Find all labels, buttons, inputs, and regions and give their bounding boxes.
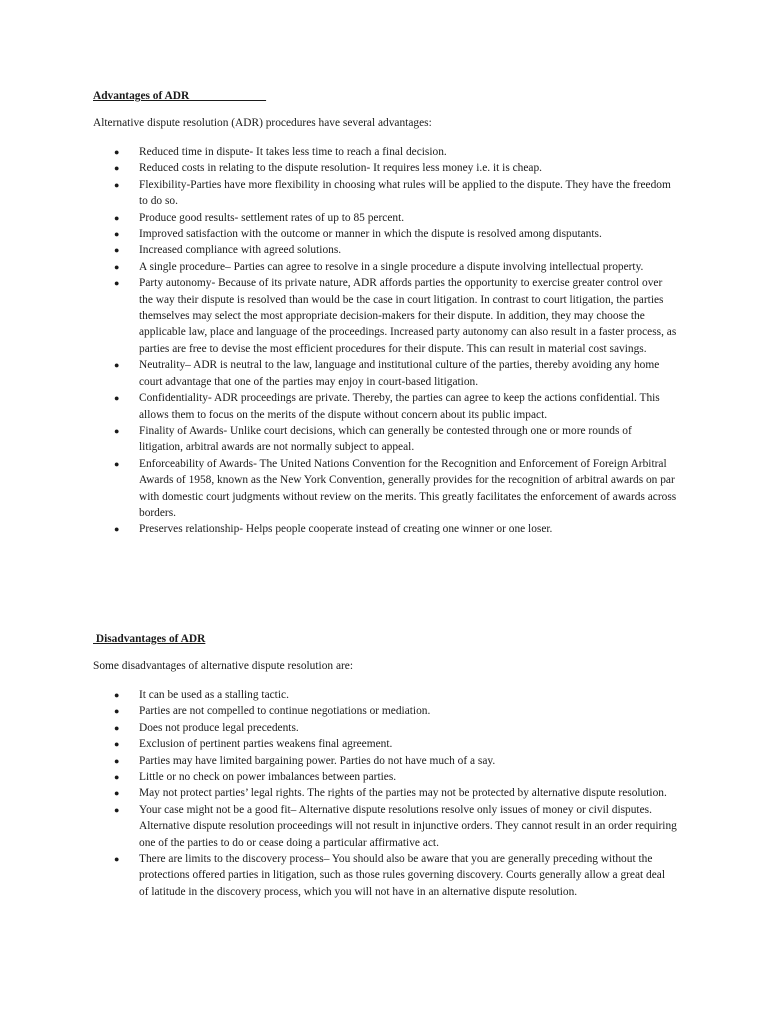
bullet-icon: ● [114,788,120,799]
bullet-icon: ● [114,245,120,256]
list-item [93,769,677,785]
list-item [93,802,677,851]
list-item [93,275,677,357]
list-item [93,160,677,176]
bullet-icon: ● [114,854,120,865]
list-item [93,144,677,160]
list-item-text: Confidentiality- ADR proceedings are private. Thereby, the parties can agree to keep the actions confidential. This allows them to focus on the merits of the dispute without concern about its public impact. [139,392,660,421]
list-item [93,753,677,769]
list-item [93,720,677,736]
disadvantages-intro: Some disadvantages of alternative dispute resolution are: [93,660,354,672]
bullet-icon: ● [114,229,120,240]
list-item [93,851,677,900]
list-item [93,259,677,275]
list-item [93,703,677,719]
list-item [93,736,677,752]
bullet-icon: ● [114,804,120,815]
bullet-icon: ● [114,360,120,371]
list-item-text: It can be used as a stalling tactic. [139,689,289,701]
bullet-icon: ● [114,212,120,223]
list-item-text: Preserves relationship- Helps people cooperate instead of creating one winner or one loser. [139,523,553,536]
bullet-icon: ● [114,706,120,717]
list-item-text: Neutrality– ADR is neutral to the law, language and institutional culture of the parties, thereby avoiding any home court advantage that one of the parties may enjoy in court-based litigation. [139,359,660,388]
bullet-icon: ● [114,739,120,750]
list-item-text: Party autonomy- Because of its private nature, ADR affords parties the opportunity to exercise greater control over the way their dispute is resolved than would be the case in court litigation. In contrast to court litigation, the parties themselves may select the most appropriate decision-makers for their dispute. In addition, they may choose the applicable law, place and language of the proceedings. Increased party autonomy can also result in a faster process, as parties are free to devise the most efficient procedures for their dispute. This can result in material cost savings. [139,277,677,355]
list-item-text: Flexibility-Parties have more flexibility in choosing what rules will be applied to the dispute. They have the freedom to do so. [139,178,671,208]
list-item-text: Reduced costs in relating to the dispute resolution- It requires less money i.e. it is cheap. [139,162,543,175]
list-item-text: May not protect parties’ legal rights. The rights of the parties may not be protected by alternative dispute resolution. [139,787,667,800]
list-item-text: There are limits to the discovery process– You should also be aware that you are generally preceding without the protections offered parties in litigation, such as those rules governing discovery. Courts generally allow a great deal of latitude in the discovery process, which you will not have in an alternative dispute resolution. [139,853,666,898]
list-item-text: Exclusion of pertinent parties weakens final agreement. [139,738,393,751]
bullet-icon: ● [114,524,120,535]
bullet-icon: ● [114,690,120,700]
list-item [93,390,677,423]
list-item-text: Parties are not compelled to continue negotiations or mediation. [139,705,431,718]
bullet-icon: ● [114,163,120,174]
list-item [93,687,677,703]
list-item [93,242,677,258]
bullet-icon: ● [114,147,120,157]
list-item [93,521,677,537]
list-item [93,226,677,242]
bullet-icon: ● [114,393,120,404]
advantages-heading: Advantages of ADR [93,90,267,102]
bullet-icon: ● [114,458,120,469]
list-item-text: Does not produce legal precedents. [139,721,299,734]
list-item [93,177,677,210]
list-item-text: Finality of Awards- Unlike court decisions, which can generally be contested through one or more rounds of litigation, arbitral awards are not normally subject to appeal. [139,424,632,454]
list-item-text: Reduced time in dispute- It takes less time to reach a final decision. [139,146,447,158]
list-item-text: Improved satisfaction with the outcome or manner in which the dispute is resolved among disputants. [139,228,602,241]
list-item-text: Produce good results- settlement rates of up to 85 percent. [139,211,405,224]
advantages-intro: Alternative dispute resolution (ADR) procedures have several advantages: [93,117,432,129]
list-item [93,423,677,456]
list-item [93,456,677,522]
bullet-icon: ● [114,755,120,766]
list-item-text: Your case might not be a good fit– Alternative dispute resolutions resolve only issues of money or civil disputes. Alternative dispute resolution proceedings will not result in injunctive orders. They cannot result in an order requiring one of the parties to do or cease doing a particular affirmative act. [139,803,677,849]
list-item-text: Increased compliance with agreed solutions. [139,244,342,257]
disadvantages-heading: Disadvantages of ADR [93,633,206,645]
bullet-icon: ● [114,179,120,190]
list-item [93,785,677,801]
list-item-text: Little or no check on power imbalances between parties. [139,771,397,784]
bullet-icon: ● [114,261,120,272]
bullet-icon: ● [114,722,120,733]
bullet-icon: ● [114,772,120,783]
advantages-list [93,144,677,538]
list-item-text: Parties may have limited bargaining power. Parties do not have much of a say. [139,754,496,767]
list-item-text: Enforceability of Awards- The United Nations Convention for the Recognition and Enforcement of Foreign Arbitral Awards of 1958, known as the New York Convention, generally provides for the recognition of arbitral awards on par with domestic court judgments without review on the merits. This greatly facilitates the enforcement of awards across borders. [139,457,677,519]
list-item [93,210,677,226]
bullet-icon: ● [114,425,120,436]
disadvantages-list [93,687,677,900]
list-item-text: A single procedure– Parties can agree to resolve in a single procedure a dispute involving intellectual property. [139,260,644,273]
bullet-icon: ● [114,278,120,289]
list-item [93,357,677,390]
